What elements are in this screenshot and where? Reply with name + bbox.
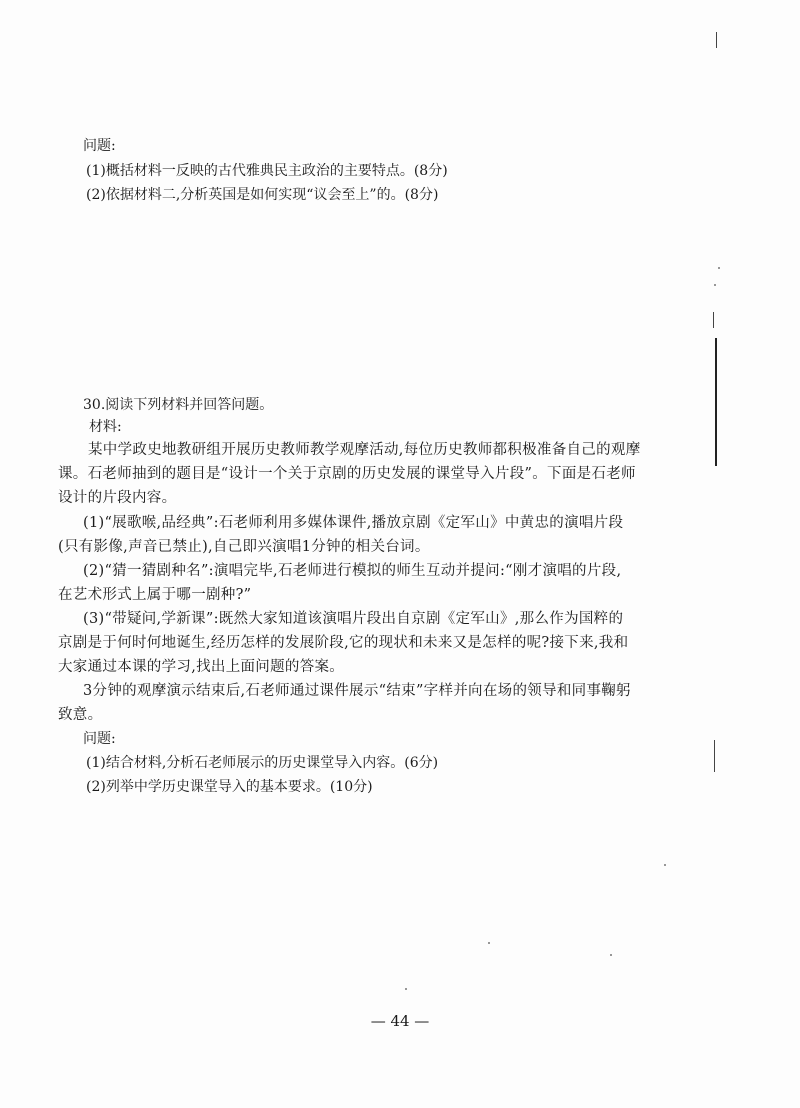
scan-speck bbox=[405, 988, 407, 990]
scan-speck bbox=[718, 267, 720, 269]
q30-item3-line2: 京剧是于何时何地诞生,经历怎样的发展阶段,它的现状和未来又是怎样的呢?接下来,我和 bbox=[58, 635, 629, 651]
q30-item1-line1: (1)“展歌喉,品经典”:石老师利用多媒体课件,播放京剧《定军山》中黄忠的演唱片段 bbox=[83, 515, 624, 531]
q29-questions-heading: 问题: bbox=[83, 138, 116, 154]
q30-para1-line3: 设计的片段内容。 bbox=[58, 490, 177, 506]
scan-speck bbox=[714, 284, 716, 286]
q29-question-1: (1)概括材料一反映的古代雅典民主政治的主要特点。(8分) bbox=[86, 163, 448, 179]
q29-question-2: (2)依据材料二,分析英国是如何实现“议会至上”的。(8分) bbox=[86, 187, 439, 203]
q30-item2-line2: 在艺术形式上属于哪一剧种?” bbox=[58, 587, 252, 603]
q30-title: 30.阅读下列材料并回答问题。 bbox=[83, 397, 274, 413]
q30-para1-line2: 课。石老师抽到的题目是“设计一个关于京剧的历史发展的课堂导入片段”。下面是石老师 bbox=[58, 466, 636, 482]
q30-item3-line1: (3)“带疑问,学新课”:既然大家知道该演唱片段出自京剧《定军山》,那么作为国粹的 bbox=[83, 611, 624, 627]
q30-closing-line2: 致意。 bbox=[58, 707, 103, 723]
page-number: — 44 — bbox=[370, 1012, 430, 1030]
q30-item1-line2: (只有影像,声音已禁止),自己即兴演唱1分钟的相关台词。 bbox=[58, 539, 430, 555]
q30-question-2: (2)列举中学历史课堂导入的基本要求。(10分) bbox=[86, 779, 373, 795]
q30-item3-line3: 大家通过本课的学习,找出上面问题的答案。 bbox=[58, 659, 345, 675]
q30-closing-line1: 3分钟的观摩演示结束后,石老师通过课件展示“结束”字样并向在场的领导和同事鞠躬 bbox=[83, 683, 631, 699]
scan-speck bbox=[488, 942, 490, 944]
q30-material-heading: 材料: bbox=[89, 419, 122, 435]
scan-mark bbox=[715, 338, 717, 466]
q30-para1-line1: 某中学政史地教研组开展历史教师教学观摩活动,每位历史教师都积极准备自己的观摩 bbox=[88, 442, 641, 458]
q30-questions-heading: 问题: bbox=[83, 731, 116, 747]
scan-mark bbox=[716, 32, 717, 48]
q30-item2-line1: (2)“猜一猜剧种名”:演唱完毕,石老师进行模拟的师生互动并提问:“刚才演唱的片段, bbox=[83, 563, 622, 579]
q30-question-1: (1)结合材料,分析石老师展示的历史课堂导入内容。(6分) bbox=[86, 755, 439, 771]
scan-speck bbox=[664, 864, 666, 866]
scan-mark bbox=[713, 312, 714, 328]
scan-mark bbox=[714, 740, 715, 772]
scan-speck bbox=[610, 954, 612, 956]
